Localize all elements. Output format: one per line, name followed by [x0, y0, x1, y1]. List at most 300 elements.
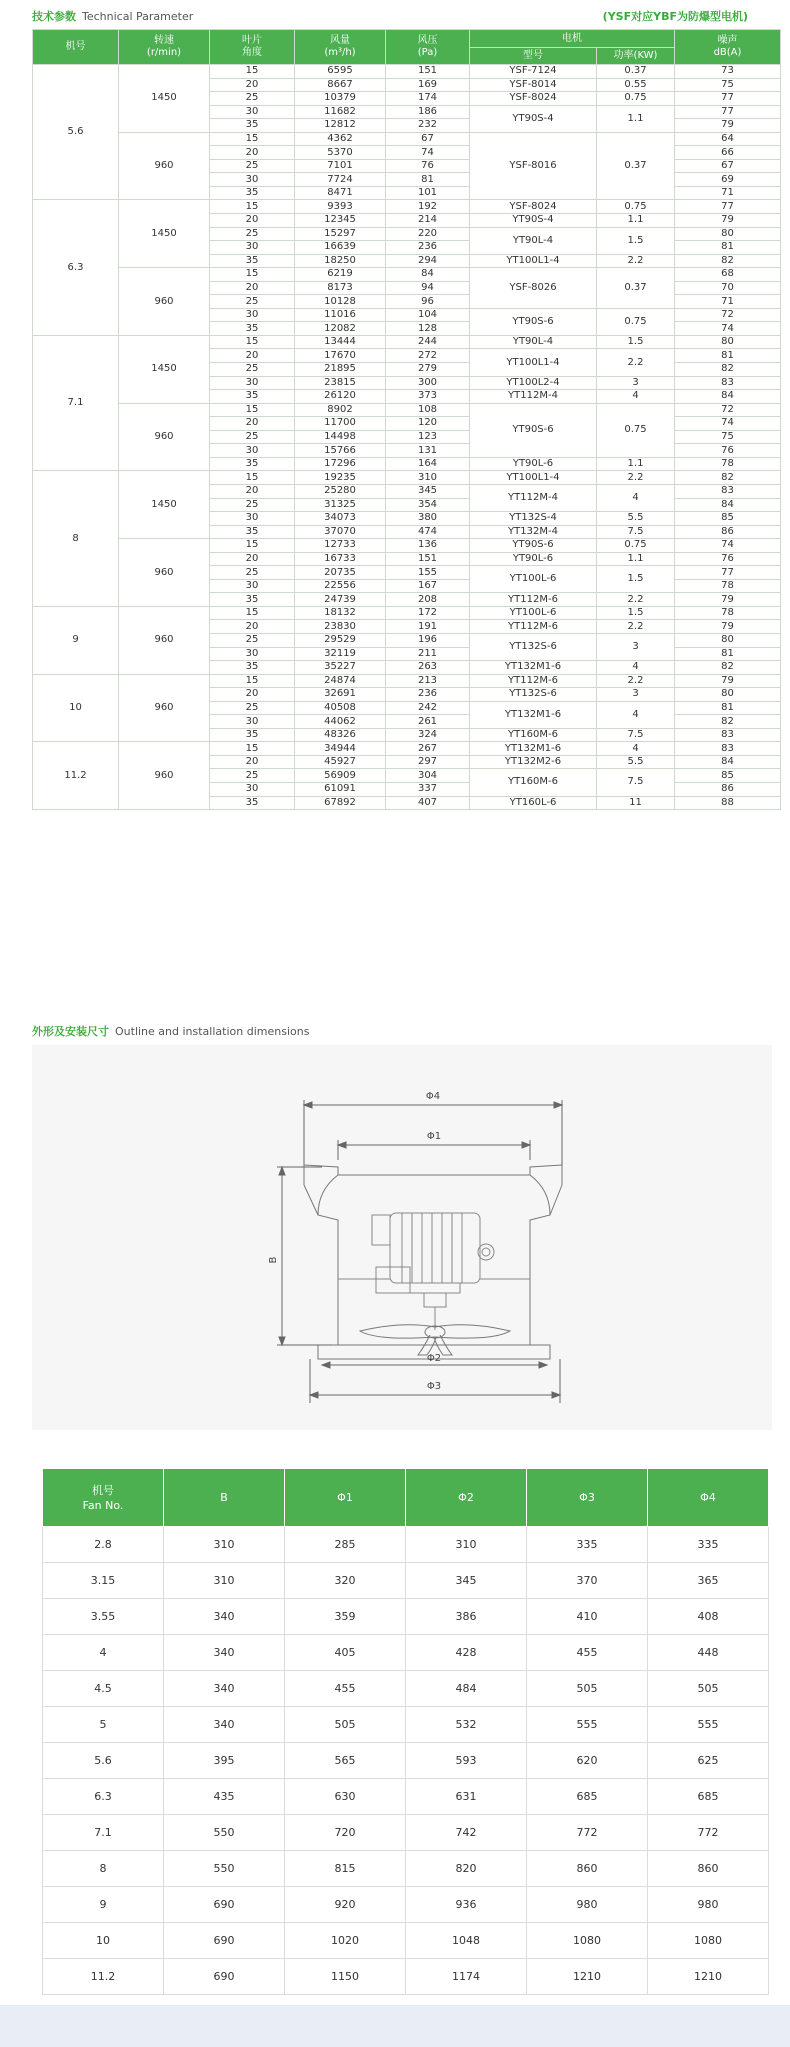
pressure-cell: 244 — [386, 335, 470, 349]
speed-cell: 1450 — [119, 65, 210, 133]
noise-cell: 64 — [675, 132, 781, 146]
pressure-cell: 76 — [386, 159, 470, 173]
pressure-cell: 294 — [386, 254, 470, 268]
flow-cell: 15766 — [295, 444, 386, 458]
flow-cell: 11682 — [295, 105, 386, 119]
motor-model-cell: YT90L-6 — [470, 457, 597, 471]
pressure-cell: 232 — [386, 119, 470, 133]
motor-model-cell: YT132M-4 — [470, 525, 597, 539]
dim-cell: 4.5 — [43, 1671, 164, 1707]
blade-angle-cell: 30 — [210, 376, 295, 390]
flow-cell: 8902 — [295, 403, 386, 417]
pressure-cell: 208 — [386, 593, 470, 607]
flow-cell: 10379 — [295, 92, 386, 106]
technical-parameter-table — [32, 29, 781, 810]
tech-title-cn: 技术参数 — [32, 10, 76, 23]
dim-cell: 1080 — [648, 1923, 769, 1959]
flow-cell: 48326 — [295, 728, 386, 742]
dim-cell: 285 — [285, 1527, 406, 1563]
pressure-cell: 236 — [386, 688, 470, 702]
blade-angle-cell: 30 — [210, 782, 295, 796]
motor-model-cell: YT100L1-4 — [470, 349, 597, 376]
motor-power-cell: 0.75 — [597, 200, 675, 214]
flow-cell: 13444 — [295, 335, 386, 349]
blade-angle-cell: 15 — [210, 65, 295, 79]
flow-cell: 61091 — [295, 782, 386, 796]
motor-power-cell: 4 — [597, 390, 675, 404]
noise-cell: 79 — [675, 674, 781, 688]
speed-cell: 1450 — [119, 335, 210, 403]
flow-cell: 8667 — [295, 78, 386, 92]
blade-angle-cell: 20 — [210, 552, 295, 566]
noise-cell: 81 — [675, 647, 781, 661]
dim-row — [43, 1779, 769, 1815]
pressure-cell: 81 — [386, 173, 470, 187]
blade-angle-cell: 35 — [210, 457, 295, 471]
dim-cell: 5 — [43, 1707, 164, 1743]
noise-cell: 84 — [675, 390, 781, 404]
header-blade-angle: 叶片 角度 — [210, 30, 295, 65]
dim-cell: 742 — [406, 1815, 527, 1851]
motor-power-cell: 2.2 — [597, 674, 675, 688]
noise-cell: 83 — [675, 742, 781, 756]
dim-cell: 5.6 — [43, 1743, 164, 1779]
dim-cell: 340 — [164, 1635, 285, 1671]
dim-phi1 — [338, 1131, 530, 1160]
outline-title-cn: 外形及安装尺寸 — [32, 1025, 109, 1038]
header-speed: 转速 (r/min) — [119, 30, 210, 65]
noise-cell: 71 — [675, 186, 781, 200]
blade-angle-cell: 20 — [210, 620, 295, 634]
flow-cell: 16733 — [295, 552, 386, 566]
motor-model-cell: YT132M2-6 — [470, 755, 597, 769]
pressure-cell: 279 — [386, 363, 470, 377]
flow-cell: 34944 — [295, 742, 386, 756]
noise-cell: 71 — [675, 295, 781, 309]
blade-angle-cell: 25 — [210, 498, 295, 512]
noise-cell: 77 — [675, 92, 781, 106]
flow-cell: 21895 — [295, 363, 386, 377]
motor-power-cell: 2.2 — [597, 349, 675, 376]
blade-angle-cell: 35 — [210, 796, 295, 810]
motor-model-cell: YT90S-4 — [470, 105, 597, 132]
dim-cell: 555 — [648, 1707, 769, 1743]
blade-angle-cell: 20 — [210, 417, 295, 431]
pressure-cell: 186 — [386, 105, 470, 119]
flow-cell: 17296 — [295, 457, 386, 471]
flow-cell: 29529 — [295, 633, 386, 647]
header-motor: 电机 — [470, 30, 675, 48]
flow-cell: 25280 — [295, 484, 386, 498]
noise-cell: 80 — [675, 227, 781, 241]
blade-angle-cell: 35 — [210, 661, 295, 675]
noise-cell: 72 — [675, 308, 781, 322]
blade-angle-cell: 15 — [210, 132, 295, 146]
blade-angle-cell: 15 — [210, 539, 295, 553]
blade-angle-cell: 15 — [210, 268, 295, 282]
dim-cell: 505 — [527, 1671, 648, 1707]
dim-cell: 690 — [164, 1923, 285, 1959]
noise-cell: 82 — [675, 254, 781, 268]
blade-angle-cell: 15 — [210, 335, 295, 349]
noise-cell: 77 — [675, 200, 781, 214]
tech-title-en: Technical Parameter — [82, 10, 194, 23]
flow-cell: 12345 — [295, 214, 386, 228]
speed-cell: 960 — [119, 674, 210, 742]
blade-angle-cell: 25 — [210, 430, 295, 444]
pressure-cell: 263 — [386, 661, 470, 675]
speed-cell: 1450 — [119, 471, 210, 539]
motor-model-cell: YT90S-4 — [470, 214, 597, 228]
speed-cell: 1450 — [119, 200, 210, 268]
noise-cell: 73 — [675, 65, 781, 79]
noise-cell: 79 — [675, 593, 781, 607]
noise-cell: 80 — [675, 335, 781, 349]
dim-phi2 — [322, 1353, 547, 1368]
blade-angle-cell: 30 — [210, 444, 295, 458]
fan-no-cell: 10 — [33, 674, 119, 742]
pressure-cell: 297 — [386, 755, 470, 769]
noise-cell: 78 — [675, 457, 781, 471]
fan-no-cell: 11.2 — [33, 742, 119, 810]
motor-model-cell: YT132S-4 — [470, 512, 597, 526]
motor-model-cell: YT132M1-6 — [470, 742, 597, 756]
motor-model-cell: YT112M-4 — [470, 390, 597, 404]
motor-model-cell: YT90S-6 — [470, 539, 597, 553]
param-row — [33, 403, 781, 417]
blade-angle-cell: 25 — [210, 295, 295, 309]
noise-cell: 76 — [675, 444, 781, 458]
flow-cell: 4362 — [295, 132, 386, 146]
dim-cell: 448 — [648, 1635, 769, 1671]
dim-cell: 340 — [164, 1671, 285, 1707]
label-phi4: Φ4 — [425, 1091, 441, 1102]
flow-cell: 10128 — [295, 295, 386, 309]
pressure-cell: 174 — [386, 92, 470, 106]
pressure-cell: 300 — [386, 376, 470, 390]
motor-power-cell: 1.5 — [597, 566, 675, 593]
dim-cell: 11.2 — [43, 1959, 164, 1995]
blade-angle-cell: 25 — [210, 633, 295, 647]
flow-cell: 6595 — [295, 65, 386, 79]
noise-cell: 79 — [675, 620, 781, 634]
pressure-cell: 196 — [386, 633, 470, 647]
noise-cell: 86 — [675, 525, 781, 539]
motor-power-cell: 7.5 — [597, 525, 675, 539]
dim-cell: 428 — [406, 1635, 527, 1671]
blade-angle-cell: 25 — [210, 227, 295, 241]
noise-cell: 74 — [675, 417, 781, 431]
dim-header-cell: 机号 Fan No. — [43, 1469, 164, 1527]
pressure-cell: 310 — [386, 471, 470, 485]
dim-cell: 772 — [648, 1815, 769, 1851]
pressure-cell: 151 — [386, 65, 470, 79]
blade-angle-cell: 30 — [210, 512, 295, 526]
noise-cell: 86 — [675, 782, 781, 796]
flow-cell: 7101 — [295, 159, 386, 173]
flow-cell: 23830 — [295, 620, 386, 634]
motor-power-cell: 1.5 — [597, 335, 675, 349]
dim-cell: 860 — [527, 1851, 648, 1887]
motor-power-cell: 2.2 — [597, 593, 675, 607]
pressure-cell: 242 — [386, 701, 470, 715]
speed-cell: 960 — [119, 742, 210, 810]
param-row — [33, 539, 781, 553]
flow-cell: 23815 — [295, 376, 386, 390]
noise-cell: 76 — [675, 552, 781, 566]
pressure-cell: 373 — [386, 390, 470, 404]
flow-cell: 17670 — [295, 349, 386, 363]
noise-cell: 67 — [675, 159, 781, 173]
dim-cell: 4 — [43, 1635, 164, 1671]
motor-power-cell: 3 — [597, 633, 675, 660]
pressure-cell: 84 — [386, 268, 470, 282]
noise-cell: 80 — [675, 688, 781, 702]
motor-power-cell: 7.5 — [597, 728, 675, 742]
pressure-cell: 214 — [386, 214, 470, 228]
dim-row — [43, 1599, 769, 1635]
motor-model-cell: YT100L-6 — [470, 606, 597, 620]
motor-model-cell: YSF-7124 — [470, 65, 597, 79]
pressure-cell: 164 — [386, 457, 470, 471]
blade-angle-cell: 25 — [210, 701, 295, 715]
blade-angle-cell: 20 — [210, 688, 295, 702]
noise-cell: 70 — [675, 281, 781, 295]
pressure-cell: 337 — [386, 782, 470, 796]
flow-cell: 37070 — [295, 525, 386, 539]
pressure-cell: 74 — [386, 146, 470, 160]
fan-outline-svg — [32, 1045, 772, 1430]
fan-no-cell: 5.6 — [33, 65, 119, 200]
dim-cell: 685 — [527, 1779, 648, 1815]
flow-cell: 18132 — [295, 606, 386, 620]
pressure-cell: 474 — [386, 525, 470, 539]
dim-cell: 340 — [164, 1599, 285, 1635]
motor-power-cell: 0.75 — [597, 539, 675, 553]
motor-power-cell: 4 — [597, 701, 675, 728]
flow-cell: 6219 — [295, 268, 386, 282]
pressure-cell: 172 — [386, 606, 470, 620]
noise-cell: 77 — [675, 566, 781, 580]
dim-row — [43, 1527, 769, 1563]
dim-cell: 335 — [527, 1527, 648, 1563]
footer-band — [0, 2005, 790, 2047]
blade-angle-cell: 25 — [210, 92, 295, 106]
dim-cell: 6.3 — [43, 1779, 164, 1815]
blade-angle-cell: 35 — [210, 119, 295, 133]
flow-cell: 7724 — [295, 173, 386, 187]
pressure-cell: 108 — [386, 403, 470, 417]
outline-section-title — [32, 1023, 309, 1039]
pressure-cell: 192 — [386, 200, 470, 214]
motor-model-cell: YT112M-6 — [470, 593, 597, 607]
motor-model-cell: YT100L1-4 — [470, 471, 597, 485]
motor-model-cell: YT100L1-4 — [470, 254, 597, 268]
dim-cell: 505 — [648, 1671, 769, 1707]
blade-angle-cell: 30 — [210, 308, 295, 322]
header-power: 功率(KW) — [597, 48, 675, 65]
dim-cell: 7.1 — [43, 1815, 164, 1851]
dim-header-cell: B — [164, 1469, 285, 1527]
label-phi1: Φ1 — [426, 1131, 442, 1142]
blade-angle-cell: 25 — [210, 566, 295, 580]
motor-model-cell: YT90L-6 — [470, 552, 597, 566]
noise-cell: 81 — [675, 701, 781, 715]
flow-cell: 12812 — [295, 119, 386, 133]
dim-phi4 — [304, 1091, 562, 1165]
header-model: 型号 — [470, 48, 597, 65]
dim-cell: 550 — [164, 1815, 285, 1851]
noise-cell: 88 — [675, 796, 781, 810]
motor-model-cell: YT90L-4 — [470, 227, 597, 254]
flow-cell: 5370 — [295, 146, 386, 160]
flow-cell: 56909 — [295, 769, 386, 783]
motor-power-cell: 0.55 — [597, 78, 675, 92]
noise-cell: 81 — [675, 241, 781, 255]
pressure-cell: 120 — [386, 417, 470, 431]
dim-cell: 8 — [43, 1851, 164, 1887]
blade-angle-cell: 30 — [210, 579, 295, 593]
dim-cell: 386 — [406, 1599, 527, 1635]
flow-cell: 35227 — [295, 661, 386, 675]
pressure-cell: 155 — [386, 566, 470, 580]
flow-cell: 14498 — [295, 430, 386, 444]
motor-power-cell: 5.5 — [597, 755, 675, 769]
noise-cell: 81 — [675, 349, 781, 363]
motor-note: (YSF对应YBF为防爆型电机) — [602, 10, 748, 23]
blade-angle-cell: 20 — [210, 146, 295, 160]
speed-cell: 960 — [119, 539, 210, 607]
blade-angle-cell: 15 — [210, 742, 295, 756]
pressure-cell: 211 — [386, 647, 470, 661]
dim-cell: 370 — [527, 1563, 648, 1599]
param-row — [33, 606, 781, 620]
motor-model-cell: YSF-8016 — [470, 132, 597, 200]
motor-model-cell: YT160M-6 — [470, 728, 597, 742]
motor-power-cell: 11 — [597, 796, 675, 810]
motor-model-cell: YT132S-6 — [470, 633, 597, 660]
flow-cell: 8471 — [295, 186, 386, 200]
param-row — [33, 200, 781, 214]
dim-cell: 435 — [164, 1779, 285, 1815]
pressure-cell: 354 — [386, 498, 470, 512]
dim-cell: 359 — [285, 1599, 406, 1635]
flow-cell: 16639 — [295, 241, 386, 255]
pressure-cell: 136 — [386, 539, 470, 553]
dim-cell: 690 — [164, 1959, 285, 1995]
fan-no-cell: 6.3 — [33, 200, 119, 335]
motor-power-cell: 0.37 — [597, 132, 675, 200]
motor-model-cell: YT132M1-6 — [470, 701, 597, 728]
noise-cell: 75 — [675, 430, 781, 444]
dim-cell: 720 — [285, 1815, 406, 1851]
noise-cell: 69 — [675, 173, 781, 187]
motor-power-cell: 3 — [597, 688, 675, 702]
dim-cell: 3.55 — [43, 1599, 164, 1635]
pressure-cell: 167 — [386, 579, 470, 593]
flow-cell: 11016 — [295, 308, 386, 322]
outline-title-en: Outline and installation dimensions — [115, 1025, 310, 1038]
noise-cell: 72 — [675, 403, 781, 417]
motor-power-cell: 0.75 — [597, 308, 675, 335]
flow-cell: 12733 — [295, 539, 386, 553]
outline-drawing — [32, 1045, 772, 1430]
blade-angle-cell: 35 — [210, 593, 295, 607]
dim-header-cell: Φ3 — [527, 1469, 648, 1527]
dim-row — [43, 1851, 769, 1887]
fan-housing — [304, 1165, 562, 1359]
blade-angle-cell: 35 — [210, 390, 295, 404]
dim-cell: 860 — [648, 1851, 769, 1887]
motor-model-cell: YSF-8026 — [470, 268, 597, 309]
motor-power-cell: 4 — [597, 661, 675, 675]
param-row — [33, 65, 781, 79]
dim-row — [43, 1671, 769, 1707]
dim-cell: 335 — [648, 1527, 769, 1563]
flow-cell: 67892 — [295, 796, 386, 810]
dim-phi3 — [310, 1359, 560, 1403]
blade-angle-cell: 30 — [210, 105, 295, 119]
flow-cell: 32119 — [295, 647, 386, 661]
dimension-table — [42, 1468, 769, 1995]
parameter-table-body — [33, 65, 781, 810]
header-pressure: 风压 (Pa) — [386, 30, 470, 65]
dim-cell: 980 — [648, 1887, 769, 1923]
noise-cell: 85 — [675, 769, 781, 783]
motor-power-cell: 0.37 — [597, 268, 675, 309]
flow-cell: 15297 — [295, 227, 386, 241]
dim-row — [43, 1563, 769, 1599]
dim-cell: 620 — [527, 1743, 648, 1779]
noise-cell: 79 — [675, 214, 781, 228]
pressure-cell: 101 — [386, 186, 470, 200]
motor-power-cell: 2.2 — [597, 471, 675, 485]
dim-cell: 1048 — [406, 1923, 527, 1959]
label-phi3: Φ3 — [426, 1381, 442, 1392]
motor-power-cell: 1.5 — [597, 227, 675, 254]
dim-row — [43, 1635, 769, 1671]
motor-model-cell: YT160L-6 — [470, 796, 597, 810]
noise-cell: 82 — [675, 715, 781, 729]
dim-cell: 1150 — [285, 1959, 406, 1995]
flow-cell: 31325 — [295, 498, 386, 512]
blade-angle-cell: 20 — [210, 281, 295, 295]
dimension-table-body — [43, 1527, 769, 1995]
header-fan-no: 机号 — [33, 30, 119, 65]
motor-model-cell: YT112M-4 — [470, 484, 597, 511]
noise-cell: 66 — [675, 146, 781, 160]
noise-cell: 84 — [675, 755, 781, 769]
dimension-table-header — [43, 1469, 769, 1527]
motor-power-cell: 0.75 — [597, 92, 675, 106]
blade-angle-cell: 30 — [210, 715, 295, 729]
param-row — [33, 335, 781, 349]
flow-cell: 18250 — [295, 254, 386, 268]
pressure-cell: 267 — [386, 742, 470, 756]
flow-cell: 11700 — [295, 417, 386, 431]
speed-cell: 960 — [119, 268, 210, 336]
dim-cell: 2.8 — [43, 1527, 164, 1563]
fan-no-cell: 8 — [33, 471, 119, 606]
motor-power-cell: 5.5 — [597, 512, 675, 526]
dim-cell: 593 — [406, 1743, 527, 1779]
blade-angle-cell: 15 — [210, 606, 295, 620]
blade-angle-cell: 25 — [210, 769, 295, 783]
speed-cell: 960 — [119, 132, 210, 200]
pressure-cell: 324 — [386, 728, 470, 742]
motor-power-cell: 2.2 — [597, 620, 675, 634]
dim-cell: 505 — [285, 1707, 406, 1743]
